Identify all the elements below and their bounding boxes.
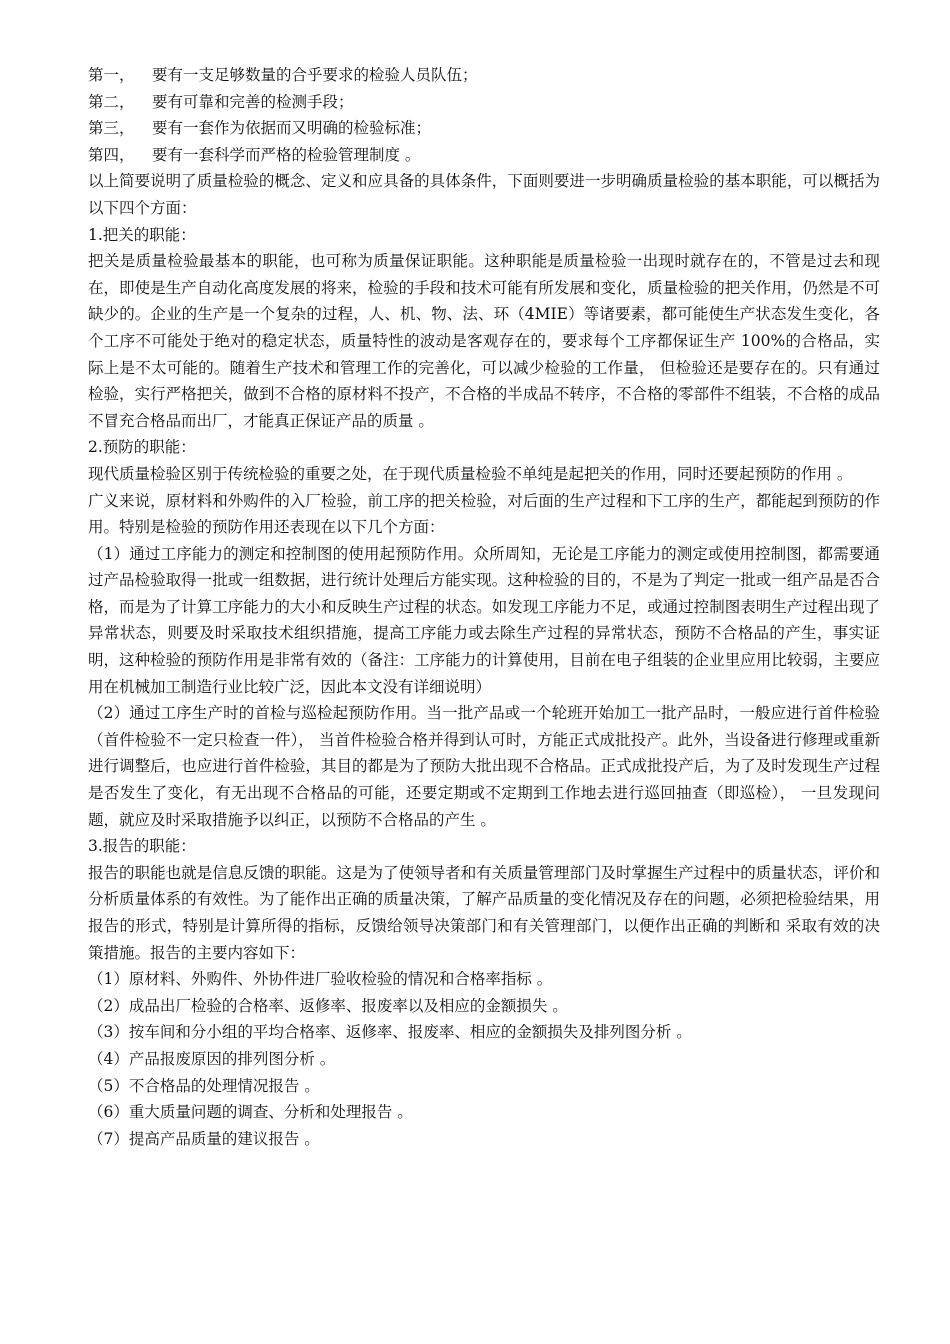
section-heading-gatekeeping: 1.把关的职能： [88,225,196,244]
condition-text: 要有一支足够数量的合乎要求的检验人员队伍； [152,66,478,84]
condition-text: 要有可靠和完善的检测手段； [152,92,354,111]
condition-text: 要有一套科学而严格的检验管理制度 。 [152,145,421,164]
condition-label: 第四， [88,145,135,164]
prevention-item-1: （1）通过工序能力的测定和控制图的使用起预防作用。众所周知，无论是工序能力的测定或使用控制图，都需要通过产品检验取得一批或一组数据，进行统计处理后方能实现。这种检验的目的，不是为了判定一批或一组产品是否合格，而是为了计算工序能力的大小和反映生产过程的状态。如发现工序能力不足，或通过控制图表明生产过程出现了异常状态，则要及时采取技术组织措施，提高工序能力或去除生产过程的异常状态，预防不合格品的产生，事实证明，这种检验的预防作用是非常有效的（备注：工序能力的计算使用，目前在电子组装的企业里应用比较弱，主要应用在机械加工制造行业比较广泛，因此本文没有详细说明） [88,544,880,696]
prevention-item-2: （2）通过工序生产时的首检与巡检起预防作用。当一批产品或一个轮班开始加工一批产品时，一般应进行首件检验（首件检验不一定只检查一件）， 当首件检验合格并得到认可时，方能正式成批投产。此外，当设备进行修理或重新进行调整后，也应进行首件检验，其目的都是为了预防大批出现不合格品。正式成批投产后，为了及时发现生产过程是否发生了变化，有无出现不合格品的可能，还要定期或不定期到工作地去进行巡回抽查（即巡检）， 一旦发现问题，就应及时采取措施予以纠正，以预防不合格品的产生 。 [88,704,880,829]
section-heading-prevention: 2.预防的职能： [88,438,196,457]
condition-3 [88,115,880,142]
condition-4 [88,142,880,169]
gatekeeping-paragraph: 把关是质量检验最基本的职能，也可称为质量保证职能。这种职能是质量检验一出现时就存在的，不管是过去和现在，即使是生产自动化高度发展的将来，检验的手段和技术可能有所发展和变化，质量检验的把关作用，仍然是不可缺少的。企业的生产是一个复杂的过程，人、机、物、法、环（4MIE）等诸要素，都可能使生产状态发生变化，各个工序不可能处于绝对的稳定状态，质量特性的波动是客观存在的，要求每个工序都保证生产 100%的合格品，实际上是不太可能的。随着生产技术和管理工作的完善化，可以减少检验的工作量， 但检验还是要存在的。只有通过检验，实行严格把关，做到不合格的原材料不投产，不合格的半成品不转序，不合格的零部件不组装，不合格的成品不冒充合格品而出厂，才能真正保证产品的质量 。 [88,252,880,430]
report-item: （3）按车间和分小组的平均合格率、返修率、报废率、相应的金额损失及排列图分析 。 [88,1023,692,1042]
condition-label: 第二， [88,92,135,111]
section-heading-reporting: 3.报告的职能： [88,837,196,856]
report-item: （7）提高产品质量的建议报告 。 [88,1129,320,1148]
condition-1 [88,62,880,89]
reporting-paragraph: 报告的职能也就是信息反馈的职能。这是为了使领导者和有关质量管理部门及时掌握生产过程中的质量状态，评价和分析质量体系的有效性。为了能作出正确的质量决策，了解产品质量的变化情况及存在的问题，必须把检验结果，用报告的形式，特别是计算所得的指标，反馈给领导决策部门和有关管理部门，以便作出正确的判断和 采取有效的决策措施。报告的主要内容如下： [88,863,880,962]
report-item: （4）产品报废原因的排列图分析 。 [88,1049,336,1068]
condition-label: 第三， [88,119,135,138]
report-item: （1）原材料、外购件、外协件进厂验收检验的情况和合格率指标 。 [88,970,553,989]
prevention-paragraph-2: 广义来说，原材料和外购件的入厂检验，前工序的把关检验，对后面的生产过程和下工序的生产，都能起到预防的作用。特别是检验的预防作用还表现在以下几个方面： [88,491,880,537]
intro-paragraph: 以上简要说明了质量检验的概念、定义和应具备的具体条件，下面则要进一步明确质量检验的基本职能，可以概括为以下四个方面： [88,172,880,217]
document-page [88,62,880,1152]
condition-label: 第一， [88,66,135,84]
report-item: （6）重大质量问题的调查、分析和处理报告 。 [88,1103,413,1122]
condition-2 [88,89,880,116]
report-item: （5）不合格品的处理情况报告 。 [88,1076,320,1095]
prevention-paragraph-1: 现代质量检验区别于传统检验的重要之处，在于现代质量检验不单纯是起把关的作用，同时还要起预防的作用 。 [88,464,853,483]
report-item: （2）成品出厂检验的合格率、返修率、报废率以及相应的金额损失 。 [88,996,568,1015]
condition-text: 要有一套作为依据而又明确的检验标准； [152,119,432,138]
